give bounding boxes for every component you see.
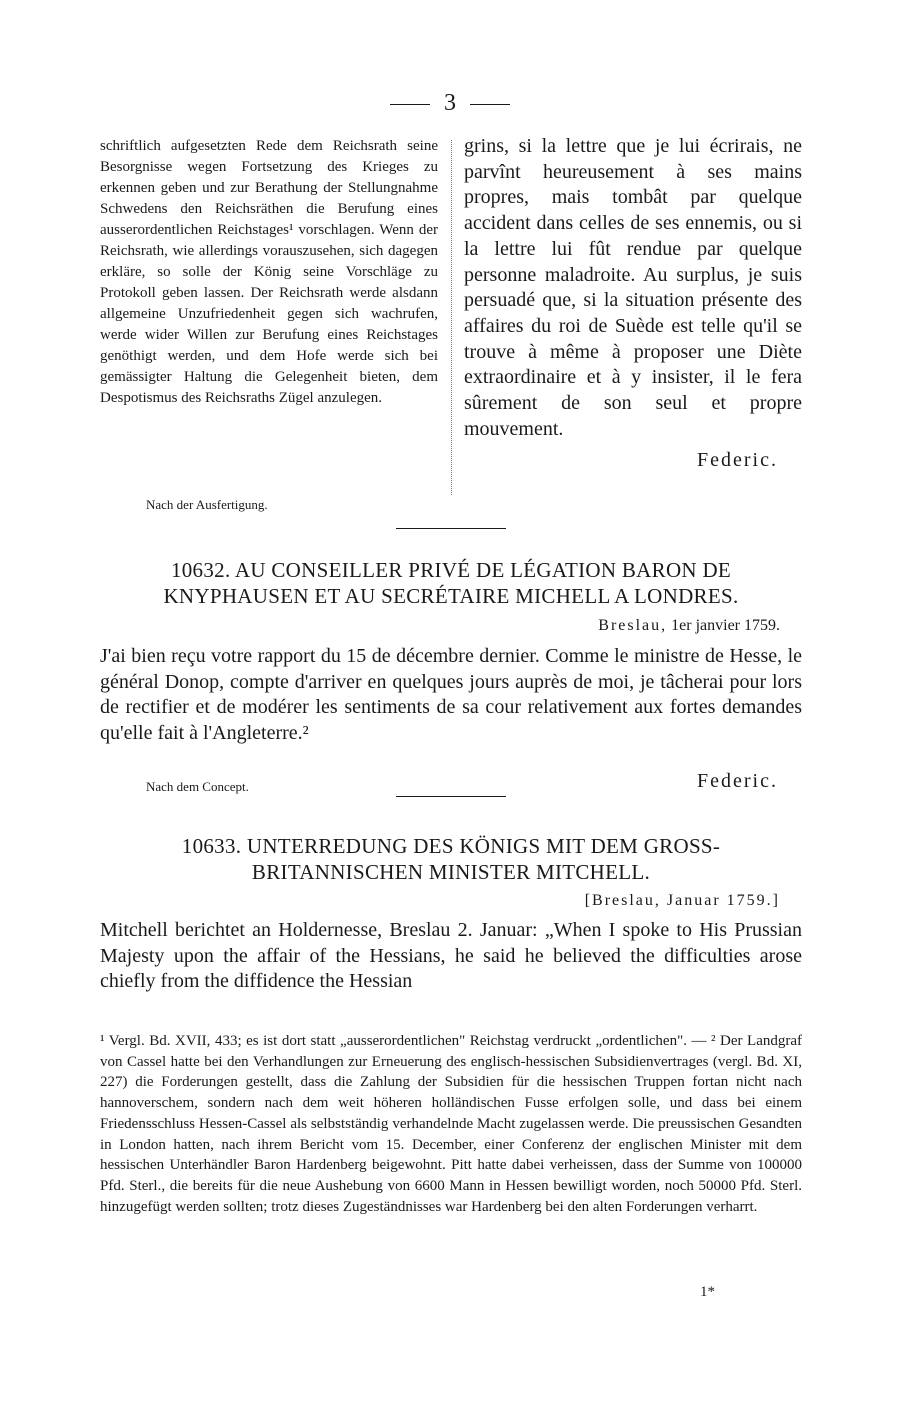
right-column bbox=[464, 134, 802, 474]
doc-10632-date-place: Breslau, bbox=[598, 617, 668, 634]
doc-10633-heading-line2: BRITANNISCHEN MINISTER MITCHELL. bbox=[251, 860, 651, 884]
section-rule-2 bbox=[396, 796, 506, 797]
column-divider bbox=[451, 140, 452, 495]
left-column-source: Nach der Ausfertigung. bbox=[146, 497, 268, 512]
footnotes bbox=[100, 1031, 802, 1217]
doc-10632-source: Nach dem Concept. bbox=[146, 779, 249, 794]
doc-10633-dateline bbox=[585, 892, 780, 910]
doc-10632-heading-line2: KNYPHAUSEN ET AU SECRÉTAIRE MICHELL A LONDRES. bbox=[163, 584, 739, 608]
doc-10633-heading bbox=[100, 833, 802, 885]
doc-10632-body: J'ai bien reçu votre rapport du 15 de décembre dernier. Comme le ministre de Hesse, le général Donop, compte d'arriver en quelques jours auprès de moi, je tâcherai pour lors de rectifier et de modérer les sentiments de sa cour relativement aux fortes demandes qu'elle fait à l'Angleterre.² bbox=[100, 645, 802, 744]
footnote-2: ² Der Landgraf von Cassel hatte bei den Verhandlungen zur Erneuerung des englisch-hessischen Subsidienvertrages (vergl. Bd. XI, 227) die Forderungen gestellt, dass die Zahlung der Subsidien für die hessischen Truppen fortan nicht nach hannoverschem, sondern nach dem weit höheren holländischen Fusse erfolgen solle, und dass bei einem Friedensschluss Hessen-Cassel als selbstständig verhandelnde Macht zugelassen werde. Die preussischen Gesandten in London hatten, nach ihrem Bericht vom 15. December, einer Conferenz der englischen Minister mit dem hessischen Unterhändler Baron Hardenberg beigewohnt. Pitt hatte dabei verheissen, dass der Summe von 100000 Pfd. Sterl., die bereits für die neue Aushebung von 6600 Mann in Hessen bewilligt worden, noch 50000 Pfd. Sterl. hinzugefügt werden sollten; trotz dieses Zugeständnisses war Hardenberg bei den alten Forderungen verharrt. bbox=[100, 1033, 803, 1215]
left-column-text: schriftlich aufgesetzten Rede dem Reichsrath seine Besorgnisse wegen Fortsetzung des Krieges zu erkennen geben und zur Berathung der Stellungnahme Schwedens den Reichsräthen die Berufung eines ausserordentlichen Reichstages¹ vorschlagen. Wenn der Reichsrath, wie allerdings vorauszusehen, sich dagegen erkläre, so solle der König seine Vorschläge zu Protokoll geben lassen. Der Reichsrath werde alsdann allgemeine Unzufriedenheit gegen sich wachrufen, werde wider Willen zur Berufung eines Reichstages genöthigt werden, und dem Hofe werde sich bei gemässigter Haltung die Gelegenheit bieten, dem Despotismus des Reichsraths Zügel anzulegen. bbox=[100, 138, 438, 406]
doc-10632-heading bbox=[100, 557, 802, 609]
right-column-signature: Federic. bbox=[697, 449, 778, 472]
doc-10632-signature: Federic. bbox=[697, 770, 778, 792]
page-number: 3 bbox=[444, 90, 456, 116]
doc-10632-heading-line1: 10632. AU CONSEILLER PRIVÉ DE LÉGATION BARON DE bbox=[170, 558, 732, 582]
doc-10633-date: [Breslau, Januar 1759.] bbox=[584, 892, 780, 909]
doc-10632-dateline bbox=[598, 617, 780, 635]
right-column-text: grins, si la lettre que je lui écrirais, ne parvînt heureusement à ses mains propres, mais tombât par quelque accident dans celles de ses ennemis, ou si la lettre lui fût rendue par quelque personne maladroite. Au surplus, je suis persuadé que, si la situation présente des affaires du roi de Suède est telle qu'il se trouve à même à proposer une Diète extraordinaire et à y insister, il le fera sûrement de son seul et propre mouvement. bbox=[464, 135, 802, 440]
header-dash-left bbox=[390, 104, 430, 105]
doc-10632-date-rest: 1er janvier 1759. bbox=[671, 617, 780, 634]
footnote-1: ¹ Vergl. Bd. XVII, 433; es ist dort statt „ausserordentlichen" Reichstag verdruckt „ordentlichen". — bbox=[100, 1033, 707, 1049]
header-dash-right bbox=[470, 104, 510, 105]
doc-10633-heading-line1: 10633. UNTERREDUNG DES KÖNIGS MIT DEM GROSS- bbox=[181, 834, 721, 858]
doc-10633-body: Mitchell berichtet an Holdernesse, Breslau 2. Januar: „When I spoke to His Prussian Majesty upon the affair of the Hessians, he said he believed the difficulties arose chiefly from the diffidence the Hessian bbox=[100, 919, 802, 992]
section-rule bbox=[396, 528, 506, 529]
page-header bbox=[0, 90, 900, 117]
sheet-signature: 1* bbox=[700, 1284, 715, 1300]
